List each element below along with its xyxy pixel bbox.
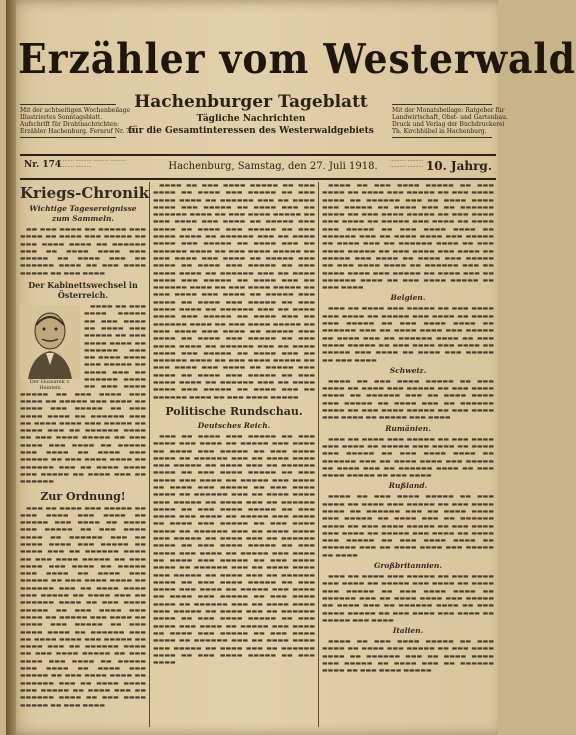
- masthead-tagline-1: Tägliche Nachrichten: [196, 114, 306, 124]
- portrait-caption: Der Hussarek v. Heinlein: [29, 379, 71, 392]
- article-text: ▬▬▬ ▬▬ ▬▬▬▬ ▬▬▬ ▬▬▬▬▬ ▬▬ ▬▬▬ ▬▬▬▬ ▬▬▬ ▬▬▬▬ ▬▬ ▬▬▬▬▬ ▬▬▬ ▬▬▬▬ ▬▬ ▬▬▬▬ ▬▬▬ ▬▬▬▬▬ ▬▬ ▬▬▬ ▬▬▬▬ ▬▬▬▬ ▬▬ ▬▬▬▬▬▬ ▬▬▬ ▬▬ ▬▬▬▬ ▬▬▬▬ ▬▬▬ ▬▬▬▬▬ ▬▬ ▬▬▬▬ ▬▬▬ ▬▬ ▬▬▬▬▬▬ ▬▬▬▬ ▬▬ ▬▬▬ ▬▬▬▬ ▬▬▬▬▬ ▬▬ ▬▬▬ ▬▬▬▬ ▬▬▬ ▬▬▬▬ ▬▬ ▬▬▬▬▬ ▬▬▬ ▬▬▬▬ ▬▬ ▬▬▬▬ ▬▬▬ ▬▬▬▬▬ ▬▬ ▬▬▬ ▬▬▬▬: [322, 305, 494, 364]
- box-right-line: Druck und Verlag der Buchdruckerei: [392, 121, 505, 128]
- issue-date: Hachenburg, Samstag, den 27. Juli 1918.: [168, 161, 378, 172]
- cabinet-change-heading: Der Kabinettswechsel in Österreich.: [28, 280, 138, 301]
- box-left-line: Erzähler Hachenburg. Fernruf Nr. 72: [20, 128, 134, 135]
- portrait-image: [20, 305, 80, 392]
- article-text: ▬▬▬▬ ▬▬ ▬▬▬ ▬▬▬▬ ▬▬▬▬▬ ▬▬ ▬▬▬ ▬▬▬▬ ▬▬ ▬▬▬▬ ▬▬▬ ▬▬▬▬▬ ▬▬ ▬▬▬ ▬▬▬▬ ▬▬▬▬ ▬▬ ▬▬▬▬▬▬ ▬▬▬ ▬▬ ▬▬▬▬ ▬▬▬▬ ▬▬▬ ▬▬▬▬▬ ▬▬ ▬▬▬▬ ▬▬▬ ▬▬ ▬▬▬▬▬▬ ▬▬▬▬ ▬▬ ▬▬▬ ▬▬▬▬ ▬▬▬▬▬ ▬▬ ▬▬▬ ▬▬▬▬ ▬▬▬ ▬▬▬▬ ▬▬ ▬▬▬▬▬ ▬▬▬ ▬▬▬▬ ▬▬ ▬▬▬▬ ▬▬▬ ▬▬▬▬▬ ▬▬ ▬▬▬ ▬▬▬▬ ▬▬▬▬ ▬▬ ▬▬▬▬▬▬ ▬▬▬ ▬▬ ▬▬▬▬ ▬▬▬▬ ▬▬▬ ▬▬▬▬▬ ▬▬ ▬▬▬▬ ▬▬▬ ▬▬ ▬▬▬▬▬▬ ▬▬▬▬ ▬▬ ▬▬▬ ▬▬▬▬ ▬▬▬▬▬ ▬▬ ▬▬▬ ▬▬▬▬ ▬▬▬ ▬▬▬▬ ▬▬ ▬▬▬▬▬ ▬▬▬ ▬▬▬▬ ▬▬ ▬▬▬▬ ▬▬▬ ▬▬▬▬▬ ▬▬ ▬▬▬ ▬▬▬▬ ▬▬▬▬ ▬▬ ▬▬▬▬▬▬ ▬▬▬ ▬▬ ▬▬▬▬ ▬▬▬▬ ▬▬▬ ▬▬▬▬▬ ▬▬ ▬▬▬▬ ▬▬▬ ▬▬ ▬▬▬▬▬▬ ▬▬▬▬ ▬▬ ▬▬▬ ▬▬▬▬ ▬▬▬▬▬ ▬▬ ▬▬▬ ▬▬▬▬: [322, 182, 494, 292]
- masthead-box-left: [20, 104, 134, 138]
- box-left-line: Illustriertes Sonntagsblatt.: [20, 114, 103, 121]
- article-text: ▬▬▬ ▬▬ ▬▬▬▬ ▬▬▬ ▬▬▬▬▬ ▬▬ ▬▬▬ ▬▬▬▬ ▬▬▬ ▬▬▬▬ ▬▬ ▬▬▬▬▬ ▬▬▬ ▬▬▬▬ ▬▬ ▬▬▬▬ ▬▬▬ ▬▬▬▬▬ ▬▬ ▬▬▬ ▬▬▬▬ ▬▬▬▬ ▬▬ ▬▬▬▬▬▬ ▬▬▬ ▬▬ ▬▬▬▬ ▬▬▬▬ ▬▬▬ ▬▬▬▬▬ ▬▬ ▬▬▬▬ ▬▬▬ ▬▬ ▬▬▬▬▬▬ ▬▬▬▬ ▬▬ ▬▬▬ ▬▬▬▬ ▬▬▬▬▬ ▬▬ ▬▬▬ ▬▬▬▬ ▬▬▬ ▬▬▬▬ ▬▬ ▬▬▬▬▬ ▬▬▬ ▬▬▬▬ ▬▬ ▬▬▬▬ ▬▬▬ ▬▬▬▬▬ ▬▬ ▬▬▬ ▬▬▬▬ ▬▬▬▬ ▬▬ ▬▬▬▬▬▬ ▬▬▬ ▬▬ ▬▬▬▬ ▬▬▬▬ ▬▬▬ ▬▬▬▬▬ ▬▬ ▬▬▬▬ ▬▬▬ ▬▬ ▬▬▬▬▬▬ ▬▬▬▬ ▬▬ ▬▬▬ ▬▬▬▬ ▬▬▬▬▬ ▬▬ ▬▬▬ ▬▬▬▬ ▬▬▬ ▬▬▬▬ ▬▬ ▬▬▬▬▬ ▬▬▬ ▬▬▬▬ ▬▬ ▬▬▬▬ ▬▬▬ ▬▬▬▬▬ ▬▬ ▬▬▬ ▬▬▬▬ ▬▬▬▬ ▬▬ ▬▬▬▬▬▬ ▬▬▬ ▬▬ ▬▬▬▬ ▬▬▬▬ ▬▬▬ ▬▬▬▬▬ ▬▬ ▬▬▬▬ ▬▬▬ ▬▬ ▬▬▬▬▬▬ ▬▬▬▬ ▬▬ ▬▬▬ ▬▬▬▬ ▬▬▬▬▬ ▬▬ ▬▬▬ ▬▬▬▬ ▬▬▬ ▬▬▬▬ ▬▬ ▬▬▬▬▬ ▬▬▬ ▬▬▬▬ ▬▬ ▬▬▬▬ ▬▬▬ ▬▬▬▬▬ ▬▬ ▬▬▬ ▬▬▬▬ ▬▬▬▬ ▬▬ ▬▬▬▬▬▬ ▬▬▬ ▬▬ ▬▬▬▬ ▬▬▬▬ ▬▬▬ ▬▬▬▬▬ ▬▬ ▬▬▬▬ ▬▬▬ ▬▬ ▬▬▬▬▬▬ ▬▬▬▬ ▬▬ ▬▬▬ ▬▬▬▬ ▬▬▬▬▬ ▬▬ ▬▬▬ ▬▬▬▬: [20, 504, 146, 709]
- order-heading: Zur Ordnung!: [40, 489, 126, 503]
- column-middle: [153, 182, 315, 727]
- masthead-box-right: [392, 104, 508, 138]
- newspaper-page: [6, 0, 576, 735]
- portrait-drawing: [20, 305, 80, 379]
- article-text: ▬▬▬ ▬▬ ▬▬▬▬ ▬▬▬ ▬▬▬▬▬ ▬▬ ▬▬▬ ▬▬▬▬ ▬▬▬ ▬▬▬▬ ▬▬ ▬▬▬▬▬ ▬▬▬ ▬▬▬▬ ▬▬ ▬▬▬▬ ▬▬▬ ▬▬▬▬▬ ▬▬ ▬▬▬ ▬▬▬▬ ▬▬▬▬ ▬▬ ▬▬▬▬▬▬ ▬▬▬ ▬▬ ▬▬▬▬ ▬▬▬▬ ▬▬▬ ▬▬▬▬▬ ▬▬ ▬▬▬▬ ▬▬▬ ▬▬ ▬▬▬▬▬▬ ▬▬▬▬ ▬▬ ▬▬▬ ▬▬▬▬ ▬▬▬▬▬ ▬▬ ▬▬▬ ▬▬▬▬ ▬▬▬ ▬▬▬▬ ▬▬ ▬▬▬▬▬ ▬▬▬ ▬▬▬▬: [322, 573, 494, 624]
- column-right: [322, 182, 494, 727]
- masthead-subtitle: Hachenburger Tageblatt: [134, 92, 368, 112]
- section-heading: Rumänien.: [385, 423, 431, 433]
- box-right-line: Mit der Monatsbeilage: Ratgeber für: [392, 107, 505, 114]
- column-rule: [149, 182, 150, 727]
- issue-number: Nr. 174: [24, 160, 62, 170]
- article-text: ▬▬▬▬ ▬▬ ▬▬▬ ▬▬▬▬ ▬▬▬▬▬ ▬▬ ▬▬▬ ▬▬▬▬ ▬▬ ▬▬▬▬ ▬▬▬ ▬▬▬▬▬ ▬▬ ▬▬▬ ▬▬▬▬ ▬▬▬▬ ▬▬ ▬▬▬▬▬▬ ▬▬▬ ▬▬ ▬▬▬▬ ▬▬▬▬ ▬▬▬ ▬▬▬▬▬ ▬▬ ▬▬▬▬ ▬▬▬ ▬▬ ▬▬▬▬▬▬ ▬▬▬▬ ▬▬ ▬▬▬ ▬▬▬▬ ▬▬▬▬▬ ▬▬ ▬▬▬ ▬▬▬▬ ▬▬▬ ▬▬▬▬ ▬▬ ▬▬▬▬▬ ▬▬▬ ▬▬▬▬ ▬▬ ▬▬▬▬ ▬▬▬ ▬▬▬▬▬ ▬▬ ▬▬▬ ▬▬▬▬ ▬▬▬▬ ▬▬ ▬▬▬▬▬▬ ▬▬▬ ▬▬ ▬▬▬▬ ▬▬▬▬ ▬▬▬ ▬▬▬▬▬ ▬▬ ▬▬▬▬: [322, 493, 494, 559]
- section-heading: Schweiz.: [389, 365, 427, 375]
- issue-year: 10. Jahrg.: [425, 159, 492, 173]
- page-binding: [6, 0, 16, 735]
- section-heading: Belgien.: [390, 293, 426, 303]
- masthead-title: Erzähler vom Westerwald: [18, 35, 576, 83]
- box-right-line: Landwirtschaft, Obst- und Gartenbau.: [392, 114, 508, 121]
- section-heading: Rußland.: [388, 481, 428, 491]
- masthead-tagline-2: für die Gesamtinteressen des Westerwaldgebiets: [128, 126, 374, 136]
- article-text: ▬▬▬ ▬▬ ▬▬▬▬ ▬▬▬ ▬▬▬▬▬ ▬▬ ▬▬▬ ▬▬▬▬ ▬▬▬ ▬▬▬▬ ▬▬ ▬▬▬▬▬ ▬▬▬ ▬▬▬▬ ▬▬ ▬▬▬▬ ▬▬▬ ▬▬▬▬▬ ▬▬ ▬▬▬ ▬▬▬▬ ▬▬▬▬ ▬▬ ▬▬▬▬▬▬ ▬▬▬ ▬▬ ▬▬▬▬ ▬▬▬▬ ▬▬▬ ▬▬▬▬▬ ▬▬ ▬▬▬▬ ▬▬▬ ▬▬ ▬▬▬▬▬▬ ▬▬▬▬ ▬▬ ▬▬▬ ▬▬▬▬ ▬▬▬▬▬ ▬▬ ▬▬▬ ▬▬▬▬: [322, 435, 494, 480]
- article-text: ▬▬▬▬ ▬▬ ▬▬▬ ▬▬▬▬ ▬▬▬▬▬ ▬▬ ▬▬▬ ▬▬▬▬ ▬▬ ▬▬▬▬ ▬▬▬ ▬▬▬▬▬ ▬▬ ▬▬▬ ▬▬▬▬ ▬▬▬▬ ▬▬ ▬▬▬▬▬▬ ▬▬▬ ▬▬ ▬▬▬▬ ▬▬▬▬ ▬▬▬ ▬▬▬▬▬ ▬▬ ▬▬▬▬ ▬▬▬ ▬▬ ▬▬▬▬▬▬ ▬▬▬▬ ▬▬ ▬▬▬ ▬▬▬▬ ▬▬▬▬▬ ▬▬ ▬▬▬ ▬▬▬▬ ▬▬▬ ▬▬▬▬ ▬▬ ▬▬▬▬▬ ▬▬▬ ▬▬▬▬ ▬▬ ▬▬▬▬ ▬▬▬ ▬▬▬▬▬ ▬▬ ▬▬▬ ▬▬▬▬ ▬▬▬▬ ▬▬ ▬▬▬▬▬▬ ▬▬▬ ▬▬ ▬▬▬▬ ▬▬▬▬ ▬▬▬ ▬▬▬▬▬ ▬▬ ▬▬▬▬ ▬▬▬ ▬▬ ▬▬▬▬▬▬ ▬▬▬▬ ▬▬ ▬▬▬ ▬▬▬▬ ▬▬▬▬▬ ▬▬ ▬▬▬ ▬▬▬▬ ▬▬▬ ▬▬▬▬ ▬▬ ▬▬▬▬▬ ▬▬▬ ▬▬▬▬ ▬▬ ▬▬▬▬ ▬▬▬ ▬▬▬▬▬ ▬▬ ▬▬▬ ▬▬▬▬ ▬▬▬▬ ▬▬ ▬▬▬▬▬▬ ▬▬▬ ▬▬ ▬▬▬▬ ▬▬▬▬ ▬▬▬ ▬▬▬▬▬ ▬▬ ▬▬▬▬ ▬▬▬ ▬▬ ▬▬▬▬▬▬: [20, 303, 146, 486]
- war-chronicle-heading: Kriegs-Chronik: [20, 184, 150, 202]
- column-left: [20, 182, 150, 727]
- dateline-bar: [20, 154, 496, 180]
- war-chronicle-subheading: Wichtige Tagesereignisse zum Sammeln.: [29, 204, 137, 223]
- reich-subheading: Deutsches Reich.: [197, 420, 271, 430]
- article-text: ▬▬▬ ▬▬ ▬▬▬▬ ▬▬▬ ▬▬▬▬▬ ▬▬ ▬▬▬ ▬▬▬▬ ▬▬▬ ▬▬▬▬ ▬▬ ▬▬▬▬▬ ▬▬▬ ▬▬▬▬ ▬▬ ▬▬▬▬ ▬▬▬ ▬▬▬▬▬ ▬▬ ▬▬▬ ▬▬▬▬ ▬▬▬▬ ▬▬ ▬▬▬▬▬▬ ▬▬▬ ▬▬ ▬▬▬▬ ▬▬▬▬ ▬▬▬ ▬▬▬▬▬ ▬▬ ▬▬▬▬ ▬▬▬ ▬▬ ▬▬▬▬▬▬ ▬▬▬▬ ▬▬ ▬▬▬ ▬▬▬▬ ▬▬▬▬▬ ▬▬ ▬▬▬ ▬▬▬▬ ▬▬▬ ▬▬▬▬ ▬▬ ▬▬▬▬▬ ▬▬▬ ▬▬▬▬ ▬▬ ▬▬▬▬ ▬▬▬ ▬▬▬▬▬ ▬▬ ▬▬▬ ▬▬▬▬ ▬▬▬▬ ▬▬ ▬▬▬▬▬▬ ▬▬▬ ▬▬ ▬▬▬▬ ▬▬▬▬ ▬▬▬ ▬▬▬▬▬ ▬▬ ▬▬▬▬ ▬▬▬ ▬▬ ▬▬▬▬▬▬ ▬▬▬▬ ▬▬ ▬▬▬ ▬▬▬▬ ▬▬▬▬▬ ▬▬ ▬▬▬ ▬▬▬▬ ▬▬▬ ▬▬▬▬ ▬▬ ▬▬▬▬▬ ▬▬▬ ▬▬▬▬ ▬▬ ▬▬▬▬ ▬▬▬ ▬▬▬▬▬ ▬▬ ▬▬▬ ▬▬▬▬ ▬▬▬▬ ▬▬ ▬▬▬▬▬▬ ▬▬▬ ▬▬ ▬▬▬▬ ▬▬▬▬ ▬▬▬ ▬▬▬▬▬ ▬▬ ▬▬▬▬ ▬▬▬ ▬▬ ▬▬▬▬▬▬ ▬▬▬▬ ▬▬ ▬▬▬ ▬▬▬▬ ▬▬▬▬▬ ▬▬ ▬▬▬ ▬▬▬▬ ▬▬▬ ▬▬▬▬ ▬▬ ▬▬▬▬▬ ▬▬▬ ▬▬▬▬ ▬▬ ▬▬▬▬ ▬▬▬ ▬▬▬▬▬ ▬▬ ▬▬▬ ▬▬▬▬ ▬▬▬▬ ▬▬ ▬▬▬▬▬▬ ▬▬▬ ▬▬ ▬▬▬▬ ▬▬▬▬ ▬▬▬ ▬▬▬▬▬ ▬▬ ▬▬▬▬ ▬▬▬ ▬▬ ▬▬▬▬▬▬ ▬▬▬▬ ▬▬ ▬▬▬ ▬▬▬▬ ▬▬▬▬▬ ▬▬ ▬▬▬ ▬▬▬▬ ▬▬▬ ▬▬▬▬ ▬▬ ▬▬▬▬▬ ▬▬▬ ▬▬▬▬ ▬▬ ▬▬▬▬ ▬▬▬ ▬▬▬▬▬ ▬▬ ▬▬▬ ▬▬▬▬ ▬▬▬▬ ▬▬ ▬▬▬▬▬▬ ▬▬▬ ▬▬ ▬▬▬▬ ▬▬▬▬ ▬▬▬ ▬▬▬▬▬ ▬▬ ▬▬▬▬ ▬▬▬ ▬▬ ▬▬▬▬▬▬ ▬▬▬▬ ▬▬ ▬▬▬ ▬▬▬▬ ▬▬▬▬▬ ▬▬ ▬▬▬ ▬▬▬▬ ▬▬▬ ▬▬▬▬ ▬▬ ▬▬▬▬▬ ▬▬▬ ▬▬▬▬ ▬▬ ▬▬▬▬ ▬▬▬ ▬▬▬▬▬ ▬▬ ▬▬▬ ▬▬▬▬ ▬▬▬▬ ▬▬ ▬▬▬▬▬▬ ▬▬▬ ▬▬ ▬▬▬▬ ▬▬▬▬ ▬▬▬ ▬▬▬▬▬ ▬▬ ▬▬▬▬ ▬▬▬ ▬▬ ▬▬▬▬▬▬ ▬▬▬▬ ▬▬ ▬▬▬ ▬▬▬▬ ▬▬▬▬▬ ▬▬ ▬▬▬ ▬▬▬▬: [153, 432, 315, 667]
- box-right-line: Th. Kirchhübel in Hachenburg.: [392, 128, 487, 135]
- section-heading: Großbritannien.: [373, 561, 443, 571]
- column-rule: [318, 182, 319, 727]
- box-left-line: Mit der achtseitigen Wochenbeilage: [20, 107, 131, 114]
- box-left-line: Aufschrift für Drahtnachrichten:: [20, 121, 119, 128]
- article-text: ▬▬ ▬▬▬ ▬▬▬▬ ▬▬ ▬▬▬▬▬ ▬▬▬ ▬▬▬▬ ▬▬ ▬▬▬▬ ▬▬▬ ▬▬▬▬▬ ▬▬ ▬▬▬ ▬▬▬▬ ▬▬▬▬ ▬▬ ▬▬▬▬▬▬ ▬▬▬ ▬▬ ▬▬▬▬ ▬▬▬▬ ▬▬▬ ▬▬▬▬▬ ▬▬ ▬▬▬▬ ▬▬▬ ▬▬ ▬▬▬▬▬▬ ▬▬▬▬ ▬▬ ▬▬▬ ▬▬▬▬ ▬▬▬▬▬ ▬▬ ▬▬▬ ▬▬▬▬: [20, 226, 146, 277]
- section-heading: Italien.: [392, 626, 424, 636]
- article-text: ▬▬▬▬ ▬▬ ▬▬▬ ▬▬▬▬ ▬▬▬▬▬ ▬▬ ▬▬▬ ▬▬▬▬ ▬▬ ▬▬▬▬ ▬▬▬ ▬▬▬▬▬ ▬▬ ▬▬▬ ▬▬▬▬ ▬▬▬▬ ▬▬ ▬▬▬▬▬▬ ▬▬▬ ▬▬ ▬▬▬▬ ▬▬▬▬ ▬▬▬ ▬▬▬▬▬ ▬▬ ▬▬▬▬ ▬▬▬ ▬▬ ▬▬▬▬▬▬ ▬▬▬▬ ▬▬ ▬▬▬ ▬▬▬▬ ▬▬▬▬▬: [322, 638, 494, 675]
- politics-heading: Politische Rundschau.: [165, 404, 303, 418]
- article-text: ▬▬▬▬ ▬▬ ▬▬▬ ▬▬▬▬ ▬▬▬▬▬ ▬▬ ▬▬▬ ▬▬▬▬ ▬▬ ▬▬▬▬ ▬▬▬ ▬▬▬▬▬ ▬▬ ▬▬▬ ▬▬▬▬ ▬▬▬▬ ▬▬ ▬▬▬▬▬▬ ▬▬▬ ▬▬ ▬▬▬▬ ▬▬▬▬ ▬▬▬ ▬▬▬▬▬ ▬▬ ▬▬▬▬ ▬▬▬ ▬▬ ▬▬▬▬▬▬ ▬▬▬▬ ▬▬ ▬▬▬ ▬▬▬▬ ▬▬▬▬▬ ▬▬ ▬▬▬ ▬▬▬▬ ▬▬▬ ▬▬▬▬ ▬▬ ▬▬▬▬▬ ▬▬▬ ▬▬▬▬: [322, 377, 494, 422]
- price-notice: ·········· ·········· ·········· ·········· ·········· ··········: [58, 158, 127, 170]
- ad-price-notice: ·········· ·········· ·········· ··········: [390, 158, 424, 170]
- article-text: ▬▬▬▬ ▬▬ ▬▬▬ ▬▬▬▬ ▬▬▬▬▬ ▬▬ ▬▬▬ ▬▬▬▬ ▬▬ ▬▬▬▬ ▬▬▬ ▬▬▬▬▬ ▬▬ ▬▬▬ ▬▬▬▬ ▬▬▬▬ ▬▬ ▬▬▬▬▬▬ ▬▬▬ ▬▬ ▬▬▬▬ ▬▬▬▬ ▬▬▬ ▬▬▬▬▬ ▬▬ ▬▬▬▬ ▬▬▬ ▬▬ ▬▬▬▬▬▬ ▬▬▬▬ ▬▬ ▬▬▬ ▬▬▬▬ ▬▬▬▬▬ ▬▬ ▬▬▬ ▬▬▬▬ ▬▬▬ ▬▬▬▬ ▬▬ ▬▬▬▬▬ ▬▬▬ ▬▬▬▬ ▬▬ ▬▬▬▬ ▬▬▬ ▬▬▬▬▬ ▬▬ ▬▬▬ ▬▬▬▬ ▬▬▬▬ ▬▬ ▬▬▬▬▬▬ ▬▬▬ ▬▬ ▬▬▬▬ ▬▬▬▬ ▬▬▬ ▬▬▬▬▬ ▬▬ ▬▬▬▬ ▬▬▬ ▬▬ ▬▬▬▬▬▬ ▬▬▬▬ ▬▬ ▬▬▬ ▬▬▬▬ ▬▬▬▬▬ ▬▬ ▬▬▬ ▬▬▬▬ ▬▬▬ ▬▬▬▬ ▬▬ ▬▬▬▬▬ ▬▬▬ ▬▬▬▬ ▬▬ ▬▬▬▬ ▬▬▬ ▬▬▬▬▬ ▬▬ ▬▬▬ ▬▬▬▬ ▬▬▬▬ ▬▬ ▬▬▬▬▬▬ ▬▬▬ ▬▬ ▬▬▬▬ ▬▬▬▬ ▬▬▬ ▬▬▬▬▬ ▬▬ ▬▬▬▬ ▬▬▬ ▬▬ ▬▬▬▬▬▬ ▬▬▬▬ ▬▬ ▬▬▬ ▬▬▬▬ ▬▬▬▬▬ ▬▬ ▬▬▬ ▬▬▬▬ ▬▬▬ ▬▬▬▬ ▬▬ ▬▬▬▬▬ ▬▬▬ ▬▬▬▬ ▬▬ ▬▬▬▬ ▬▬▬ ▬▬▬▬▬ ▬▬ ▬▬▬ ▬▬▬▬ ▬▬▬▬ ▬▬ ▬▬▬▬▬▬ ▬▬▬ ▬▬ ▬▬▬▬ ▬▬▬▬ ▬▬▬ ▬▬▬▬▬ ▬▬ ▬▬▬▬ ▬▬▬ ▬▬ ▬▬▬▬▬▬ ▬▬▬▬ ▬▬ ▬▬▬ ▬▬▬▬ ▬▬▬▬▬ ▬▬ ▬▬▬ ▬▬▬▬ ▬▬▬ ▬▬▬▬ ▬▬ ▬▬▬▬▬ ▬▬▬ ▬▬▬▬ ▬▬ ▬▬▬▬ ▬▬▬ ▬▬▬▬▬ ▬▬ ▬▬▬ ▬▬▬▬ ▬▬▬▬ ▬▬ ▬▬▬▬▬▬ ▬▬▬ ▬▬ ▬▬▬▬ ▬▬▬▬ ▬▬▬ ▬▬▬▬▬ ▬▬ ▬▬▬▬ ▬▬▬ ▬▬ ▬▬▬▬▬▬ ▬▬▬▬ ▬▬ ▬▬▬ ▬▬▬▬ ▬▬▬▬▬ ▬▬ ▬▬▬ ▬▬▬▬ ▬▬▬ ▬▬▬▬ ▬▬ ▬▬▬▬▬ ▬▬▬ ▬▬▬▬ ▬▬ ▬▬▬▬ ▬▬▬ ▬▬▬▬▬ ▬▬ ▬▬▬ ▬▬▬▬ ▬▬▬▬ ▬▬ ▬▬▬▬▬▬ ▬▬▬ ▬▬ ▬▬▬▬ ▬▬▬▬ ▬▬▬ ▬▬▬▬▬ ▬▬ ▬▬▬▬ ▬▬▬ ▬▬ ▬▬▬▬▬▬ ▬▬▬▬ ▬▬ ▬▬▬ ▬▬▬▬ ▬▬▬▬▬: [153, 182, 315, 401]
